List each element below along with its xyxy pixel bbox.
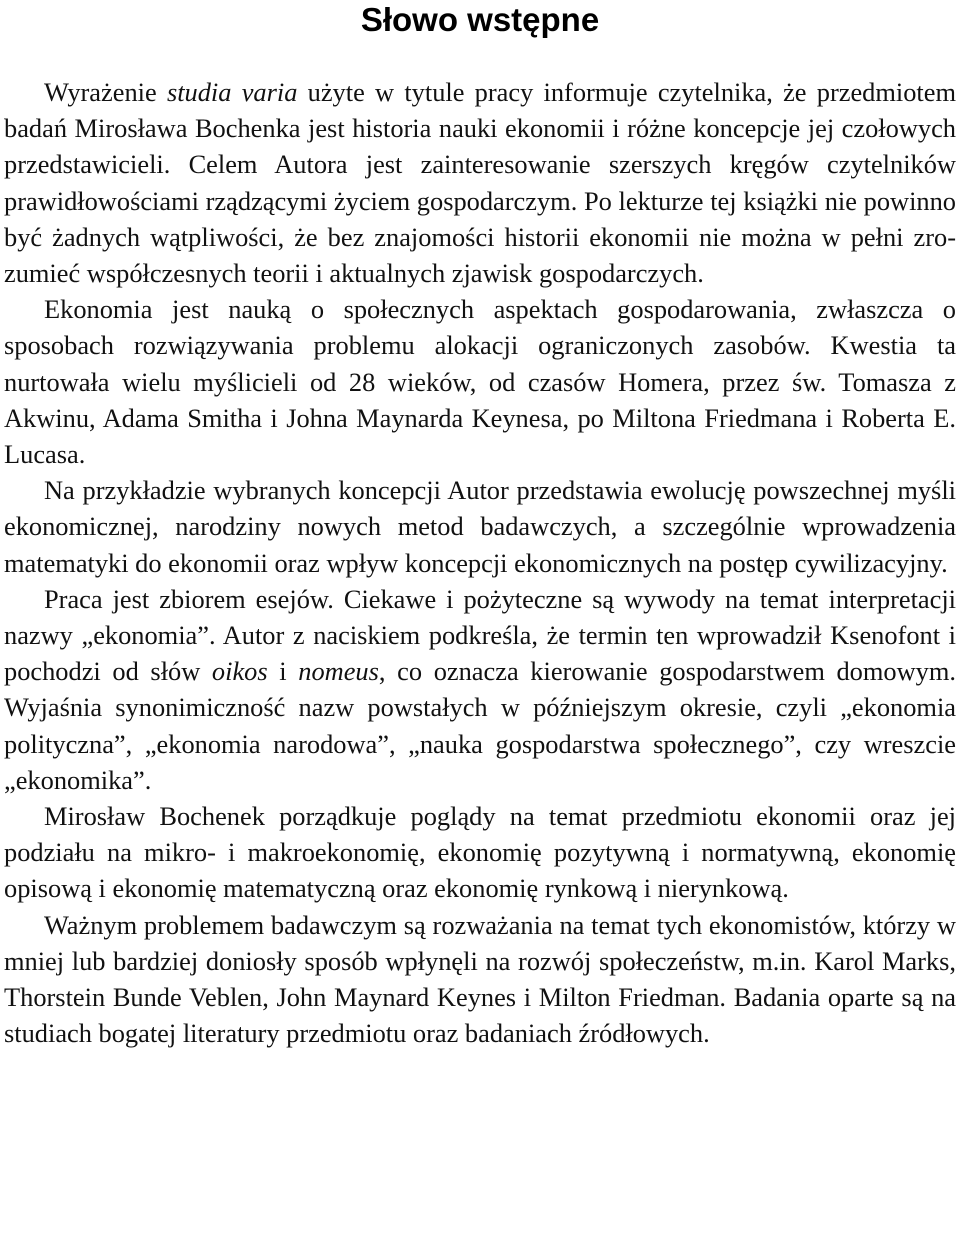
paragraph-2-text: Ekonomia jest nauką o społecznych aspektach gospodarowania, zwłaszcza o sposobach rozwiązywania problemu alokacji ograniczonych zasobów. Kwestia ta nurtowała wielu myślicieli od 28 wieków, od czasów Homera, przez św. Tomasza z Akwinu, Adama Smitha i Johna Maynarda Keynesa, po Miltona Friedmana i Roberta E. Lucasa. bbox=[4, 294, 956, 470]
body-text bbox=[4, 74, 956, 1051]
paragraph-5 bbox=[4, 798, 956, 907]
paragraph-4-italic-nomeus: nomeus bbox=[298, 656, 379, 687]
document-page bbox=[4, 0, 956, 1051]
paragraph-2 bbox=[4, 291, 956, 472]
page-title: Słowo wstępne bbox=[360, 1, 600, 38]
paragraph-4-run-3: , co oznacza kierowanie gospodarstwem domowym. Wyjaśnia synonimiczność nazw powstałych w późniejszym okresie, czyli „ekonomia polityczna”, „ekonomia narodowa”, „nauka gospodarstwa społecznego”, czy wreszcie „ekonomika”. bbox=[4, 656, 956, 795]
paragraph-1 bbox=[4, 74, 956, 291]
paragraph-6 bbox=[4, 907, 956, 1052]
paragraph-5-text: Mirosław Bochenek porządkuje poglądy na temat przedmiotu ekonomii oraz jej podziału na mikro- i makroekonomię, ekonomię pozytywną i normatywną, ekonomię opisową i ekonomię matematyczną oraz ekonomię rynkową i nierynkową. bbox=[4, 801, 956, 904]
paragraph-6-text: Ważnym problemem badawczym są rozważania na temat tych ekonomistów, którzy w mniej lub bardziej doniosły sposób wpłynęli na rozwój społeczeństw, m.in. Karol Marks, Thorstein Bunde Veblen, John Maynard Keynes i Milton Friedman. Badania oparte są na studiach bogatej literatury przedmiotu oraz badaniach źródłowych. bbox=[4, 909, 956, 1049]
paragraph-3-text: Na przykładzie wybranych koncepcji Autor przedstawia ewolucję powszechnej myśli ekonomicznej, narodziny nowych metod badawczych, a szczególnie wprowadzenia matematyki do ekonomii oraz wpływ koncepcji ekonomicznych na postęp cywilizacyjny. bbox=[4, 475, 956, 578]
paragraph-1-run-1: Wyrażenie bbox=[44, 77, 167, 107]
paragraph-4-run-2: i bbox=[267, 656, 299, 687]
paragraph-4-italic-oikos: oikos bbox=[211, 656, 268, 687]
paragraph-1-run-2: użyte w tytule pracy informuje czytelnika, że przedmiotem badań Mirosława Bochenka jest historia nauki ekonomii i różne koncepcje jej czołowych przedstawicieli. Celem Autora jest zainteresowanie szerszych kręgów czytelników prawidłowościami rządzącymi życiem gospodarczym. Po lekturze tej książki nie powinno być żadnych wątpliwości, że bez znajomości historii ekonomii nie można w pełni zrozumieć współczesnych teorii i aktualnych zjawisk gospodarczych. bbox=[4, 77, 956, 289]
paragraph-4-run-1: Praca jest zbiorem esejów. Ciekawe i pożyteczne są wywody na temat interpretacji nazwy „ekonomia”. Autor z naciskiem podkreśla, że termin ten wprowadził Ksenofont i pochodzi od słów bbox=[4, 583, 956, 687]
paragraph-3 bbox=[4, 472, 956, 581]
paragraph-1-italic-studia-varia: studia varia bbox=[166, 77, 298, 107]
paragraph-4 bbox=[4, 581, 956, 798]
